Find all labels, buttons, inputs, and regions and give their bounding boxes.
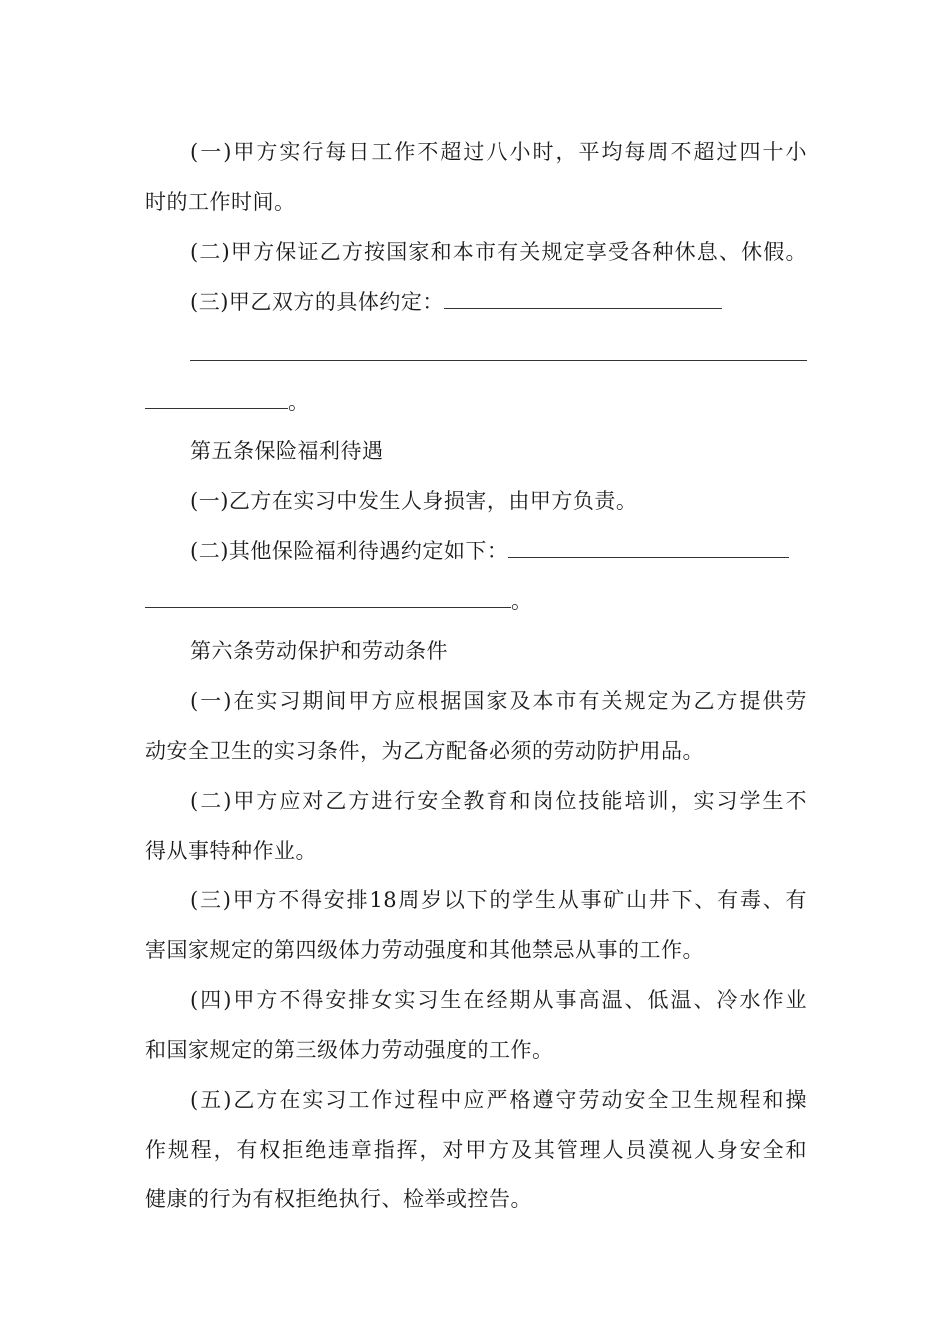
- period-mark: 。: [288, 390, 310, 414]
- clause-6-1-line-1: (一)在实习期间甲方应根据国家及本市有关规定为乙方提供劳: [190, 689, 807, 713]
- clause-4-3: [190, 287, 807, 317]
- article-5-heading: 第五条保险福利待遇: [190, 439, 384, 463]
- fill-in-blank[interactable]: [145, 388, 288, 409]
- clause-6-3-line-1: (三)甲方不得安排18周岁以下的学生从事矿山井下、有毒、有: [190, 888, 807, 912]
- fill-in-blank-line[interactable]: [190, 360, 807, 361]
- clause-4-2: (二)甲方保证乙方按国家和本市有关规定享受各种休息、休假。: [190, 240, 807, 264]
- clause-6-5-line-1: (五)乙方在实习工作过程中应严格遵守劳动安全卫生规程和操: [190, 1088, 807, 1112]
- clause-5-1: (一)乙方在实习中发生人身损害，由甲方负责。: [190, 489, 638, 513]
- clause-5-2: [190, 536, 807, 566]
- fill-in-blank[interactable]: [444, 288, 722, 309]
- clause-5-2-label: (二)其他保险福利待遇约定如下：: [190, 539, 509, 563]
- period-mark: 。: [511, 589, 533, 613]
- clause-5-2-end: [145, 586, 807, 616]
- clause-6-4-line-1: (四)甲方不得安排女实习生在经期从事高温、低温、冷水作业: [190, 988, 807, 1012]
- clause-4-3-label: (三)甲乙双方的具体约定：: [190, 290, 444, 314]
- fill-in-blank[interactable]: [508, 537, 789, 558]
- clause-4-1-line-2: 时的工作时间。: [145, 190, 296, 214]
- clause-6-3-line-2: 害国家规定的第四级体力劳动强度和其他禁忌从事的工作。: [145, 938, 704, 962]
- clause-6-5-line-3: 健康的行为有权拒绝执行、检举或控告。: [145, 1187, 532, 1211]
- clause-6-2-line-2: 得从事特种作业。: [145, 839, 317, 863]
- clause-6-5-line-2: 作规程，有权拒绝违章指挥，对甲方及其管理人员漠视人身安全和: [145, 1138, 807, 1162]
- clause-4-3-end: [145, 387, 807, 417]
- article-6-heading: 第六条劳动保护和劳动条件: [190, 639, 448, 663]
- clause-4-1-line-1: (一)甲方实行每日工作不超过八小时，平均每周不超过四十小: [190, 140, 807, 164]
- clause-6-4-line-2: 和国家规定的第三级体力劳动强度的工作。: [145, 1038, 554, 1062]
- clause-6-2-line-1: (二)甲方应对乙方进行安全教育和岗位技能培训，实习学生不: [190, 789, 807, 813]
- clause-6-1-line-2: 动安全卫生的实习条件，为乙方配备必须的劳动防护用品。: [145, 739, 704, 763]
- fill-in-blank[interactable]: [145, 587, 511, 608]
